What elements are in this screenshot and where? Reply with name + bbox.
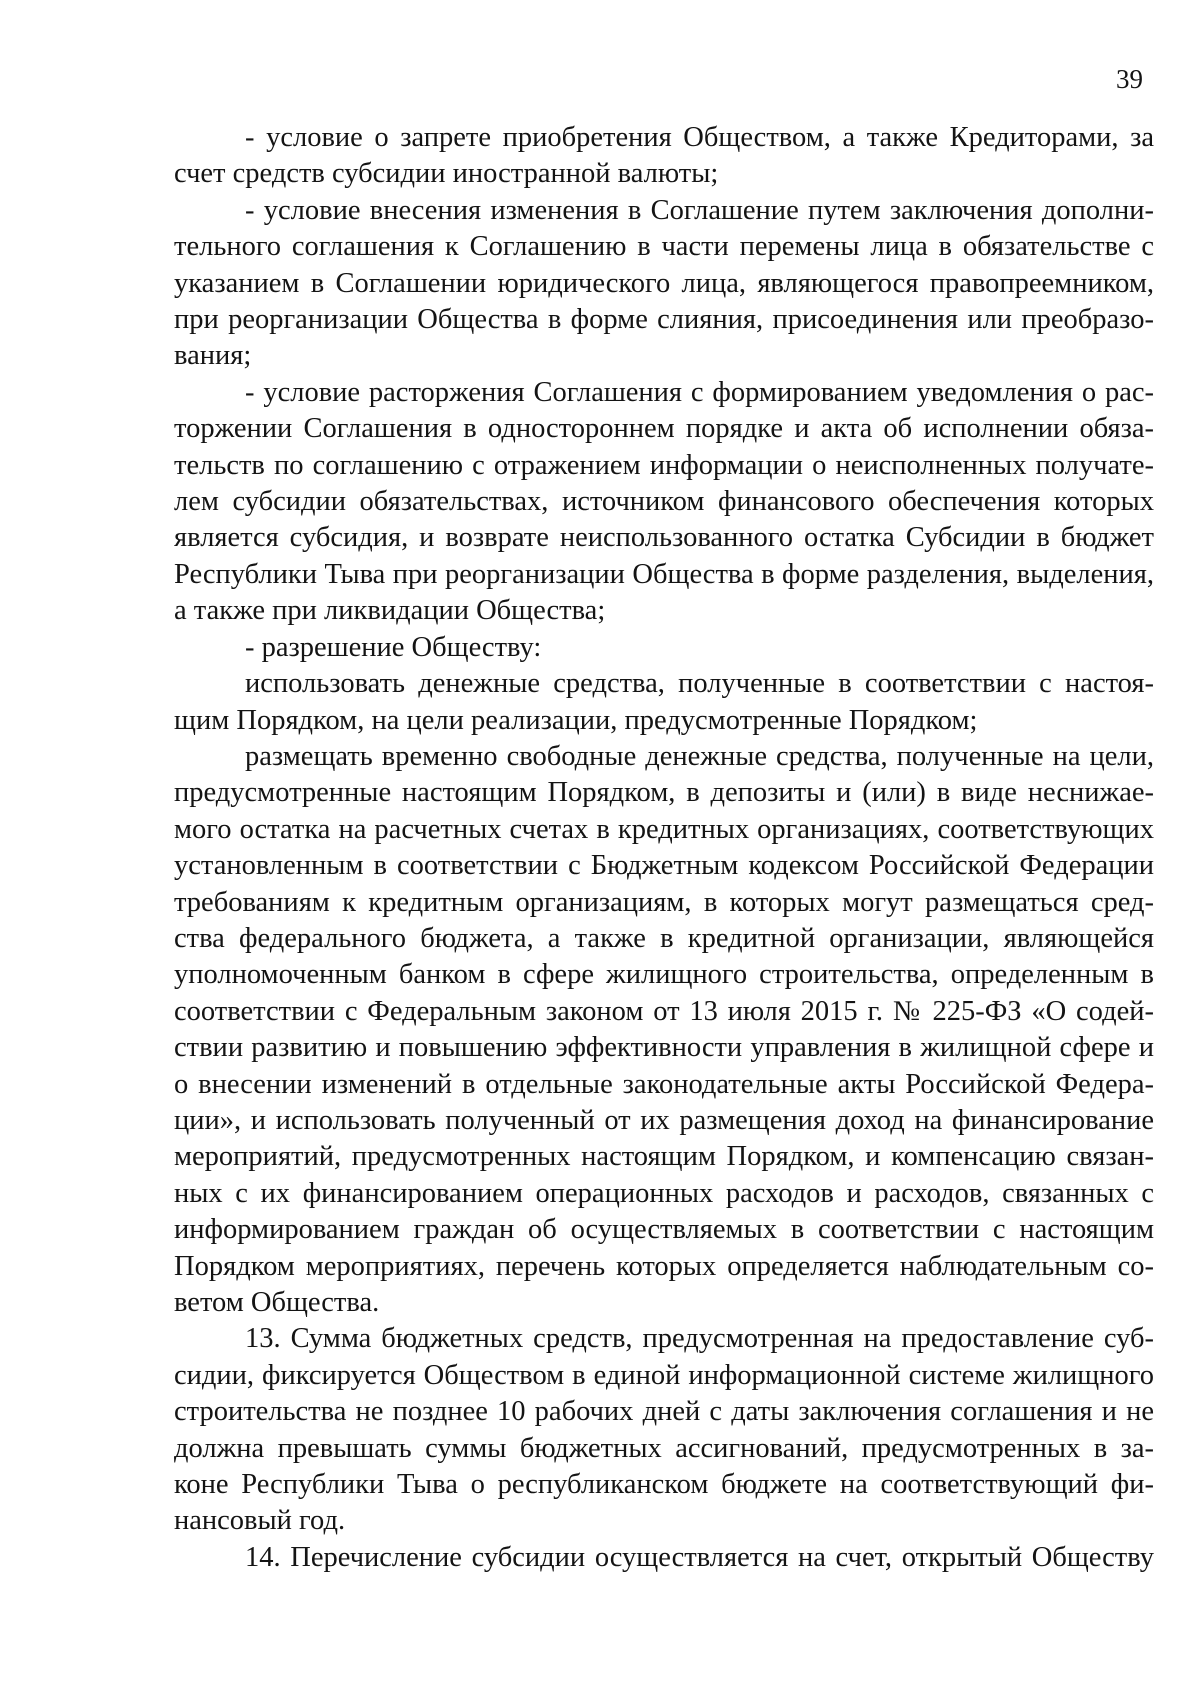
text-line: ветом Общества. <box>174 1287 380 1318</box>
text-line: соответствии с Федеральным законом от 13 июля 2015 г. № 225-ФЗ «О содей- <box>174 995 1154 1027</box>
paragraph <box>174 120 1154 193</box>
text-line: счет средств субсидии иностранной валюты; <box>174 158 719 190</box>
paragraph <box>174 193 1154 375</box>
paragraph <box>174 630 1154 666</box>
page-number: 39 <box>1116 64 1143 94</box>
text-line: нансовый год. <box>174 1505 346 1537</box>
text-line: при реорганизации Общества в форме слияния, присоединения или преобразо- <box>174 304 1154 336</box>
text-line: строительства не позднее 10 рабочих дней с даты заключения соглашения и не <box>174 1396 1154 1428</box>
text-line: предусмотренные настоящим Порядком, в депозиты и (или) в виде неснижае- <box>174 777 1154 809</box>
text-line: 13. Сумма бюджетных средств, предусмотренная на предоставление суб- <box>245 1323 1154 1355</box>
text-line: тельного соглашения к Соглашению в части перемены лица в обязательстве с <box>174 231 1154 263</box>
text-line: информированием граждан об осуществляемых в соответствии с настоящим <box>174 1214 1154 1246</box>
text-line: о внесении изменений в отдельные законодательные акты Российской Федера- <box>174 1068 1154 1100</box>
text-line: 14. Перечисление субсидии осуществляется на счет, открытый Обществу <box>245 1541 1154 1573</box>
text-line: тельств по соглашению с отражением информации о неисполненных получате- <box>174 449 1154 481</box>
text-line: уполномоченным банком в сфере жилищного строительства, определенным в <box>174 959 1154 991</box>
text-line: - разрешение Обществу: <box>245 631 542 663</box>
paragraph <box>174 1321 1154 1539</box>
text-line: использовать денежные средства, полученные в соответствии с настоя- <box>245 668 1154 700</box>
text-line: сидии, фиксируется Обществом в единой информационной системе жилищного <box>174 1359 1154 1391</box>
text-line: лем субсидии обязательствах, источником финансового обеспечения которых <box>174 486 1154 518</box>
text-line: коне Республики Тыва о республиканском бюджете на соответствующий фи- <box>174 1469 1154 1501</box>
text-line: требованиям к кредитным организациям, в которых могут размещаться сред- <box>174 886 1154 918</box>
text-line: указанием в Соглашении юридического лица, являющегося правопреемником, <box>174 267 1154 299</box>
text-line: вания; <box>174 340 252 372</box>
text-line: Порядком мероприятиях, перечень которых определяется наблюдательным со- <box>174 1250 1154 1282</box>
text-line: - условие о запрете приобретения Обществом, а также Кредиторами, за <box>245 122 1154 153</box>
paragraph <box>174 1540 1154 1576</box>
text-line: ции», и использовать полученный от их размещения доход на финансирование <box>174 1104 1154 1136</box>
paragraph <box>174 739 1154 1322</box>
text-line: мого остатка на расчетных счетах в кредитных организациях, соответствующих <box>174 813 1154 845</box>
text-line: является субсидия, и возврате неиспользованного остатка Субсидии в бюджет <box>174 522 1154 554</box>
document-body <box>174 120 1154 1576</box>
paragraph <box>174 666 1154 739</box>
text-line: ствии развитию и повышению эффективности управления в жилищной сфере и <box>174 1032 1154 1064</box>
paragraph <box>174 375 1154 630</box>
text-line: - условие внесения изменения в Соглашение путем заключения дополни- <box>245 194 1154 226</box>
text-line: Республики Тыва при реорганизации Общества в форме разделения, выделения, <box>174 558 1154 590</box>
text-line: мероприятий, предусмотренных настоящим Порядком, и компенсацию связан- <box>174 1141 1154 1173</box>
text-line: размещать временно свободные денежные средства, полученные на цели, <box>245 740 1154 772</box>
text-line: щим Порядком, на цели реализации, предусмотренные Порядком; <box>174 704 978 736</box>
text-line: а также при ликвидации Общества; <box>174 595 606 627</box>
text-line: - условие расторжения Соглашения с формированием уведомления о рас- <box>245 376 1154 408</box>
text-line: установленным в соответствии с Бюджетным кодексом Российской Федерации <box>174 850 1154 882</box>
text-line: ных с их финансированием операционных расходов и расходов, связанных с <box>174 1177 1154 1209</box>
text-line: ства федерального бюджета, а также в кредитной организации, являющейся <box>174 922 1154 954</box>
text-line: торжении Соглашения в одностороннем порядке и акта об исполнении обяза- <box>174 413 1154 445</box>
text-line: должна превышать суммы бюджетных ассигнований, предусмотренных в за- <box>174 1432 1154 1464</box>
